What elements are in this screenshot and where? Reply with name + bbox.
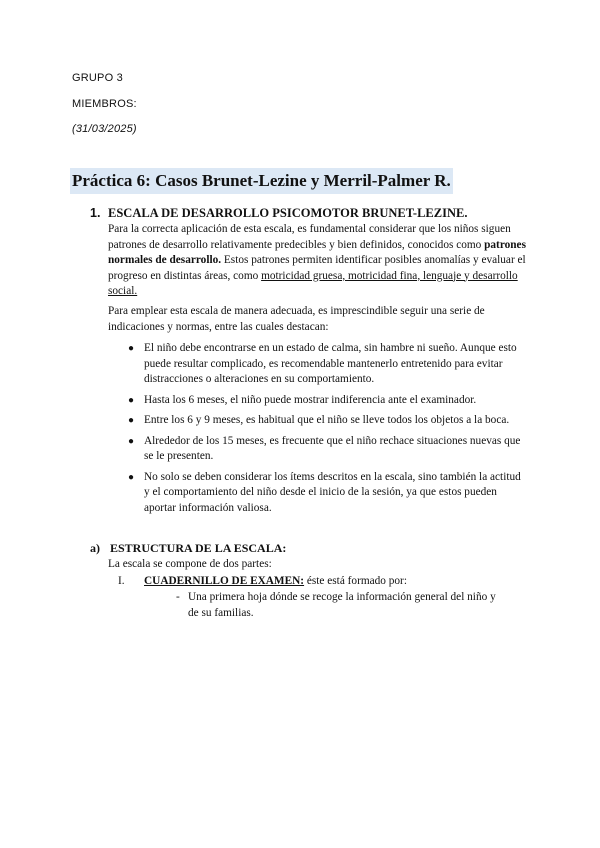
list-item-text: El niño debe encontrarse en un estado de calma, sin hambre ni sueño. Aunque esto puede resultar complicado, es recomendable mantenerlo entretenido para evitar distracciones o alteraciones en su comportamiento. (144, 342, 517, 385)
dash-marker: - (176, 591, 180, 603)
dash-item (176, 590, 504, 621)
bullet-icon: ● (128, 415, 135, 426)
list-item-text: Alrededor de los 15 meses, es frecuente que el niño rechace situaciones nuevas que se le presenten. (144, 434, 521, 462)
subsection-intro: La escala se compone de dos partes: (108, 558, 272, 570)
section-title: ESCALA DE DESARROLLO PSICOMOTOR BRUNET-LEZINE. (108, 206, 468, 220)
intro-text-2: Estos patrones permiten identificar posibles anomalías y evaluar el progreso en distintas áreas, como (108, 254, 526, 282)
intro-text-1: Para la correcta aplicación de esta escala, es fundamental considerar que los niños siguen patrones de desarrollo relativamente predecibles y bien definidos, conocidos como (108, 223, 511, 251)
subsection-marker: a) (90, 541, 100, 555)
list-item (108, 470, 528, 517)
date-label: (31/03/2025) (72, 123, 137, 135)
norms-paragraph: Para emplear esta escala de manera adecuada, es imprescindible seguir una serie de indicaciones y normas, entre las cuales destacan: (108, 305, 485, 333)
bullet-icon: ● (128, 343, 135, 354)
roman-item (118, 574, 407, 589)
list-item-text: Entre los 6 y 9 meses, es habitual que el niño se lleve todos los objetos a la boca. (144, 414, 510, 426)
roman-item-heading: CUADERNILLO DE EXAMEN: (144, 575, 305, 587)
dash-item-text: Una primera hoja dónde se recoge la información general del niño y de su familias. (188, 591, 496, 619)
list-item (108, 393, 528, 409)
section-number: 1. (90, 206, 101, 220)
norms-list (108, 341, 528, 521)
list-item (108, 341, 528, 388)
bullet-icon: ● (128, 435, 135, 447)
intro-underlined: motricidad gruesa, motricidad fina, lenguaje y desarrollo social. (108, 269, 518, 297)
members-label: MIEMBROS: (72, 98, 137, 110)
list-item (108, 413, 528, 429)
roman-item-text: éste está formado por: (304, 575, 407, 587)
bullet-icon: ● (128, 471, 135, 483)
roman-marker: I. (118, 575, 125, 587)
list-item (108, 434, 528, 465)
page-title: Práctica 6: Casos Brunet-Lezine y Merril-Palmer R. (70, 168, 453, 194)
list-item-text: Hasta los 6 meses, el niño puede mostrar indiferencia ante el examinador. (144, 393, 477, 406)
bullet-icon: ● (128, 394, 135, 406)
subsection-title: ESTRUCTURA DE LA ESCALA: (110, 541, 287, 555)
section-heading (90, 205, 467, 221)
intro-paragraph (108, 222, 528, 300)
subsection-heading (90, 541, 286, 556)
group-label: GRUPO 3 (72, 72, 123, 84)
intro-bold: patrones normales de desarrollo. (108, 238, 526, 266)
list-item-text: No solo se deben considerar los ítems descritos en la escala, sino también la actitud y el comportamiento del niño desde el inicio de la sesión, ya que estos pueden aportar información valiosa. (144, 470, 521, 514)
